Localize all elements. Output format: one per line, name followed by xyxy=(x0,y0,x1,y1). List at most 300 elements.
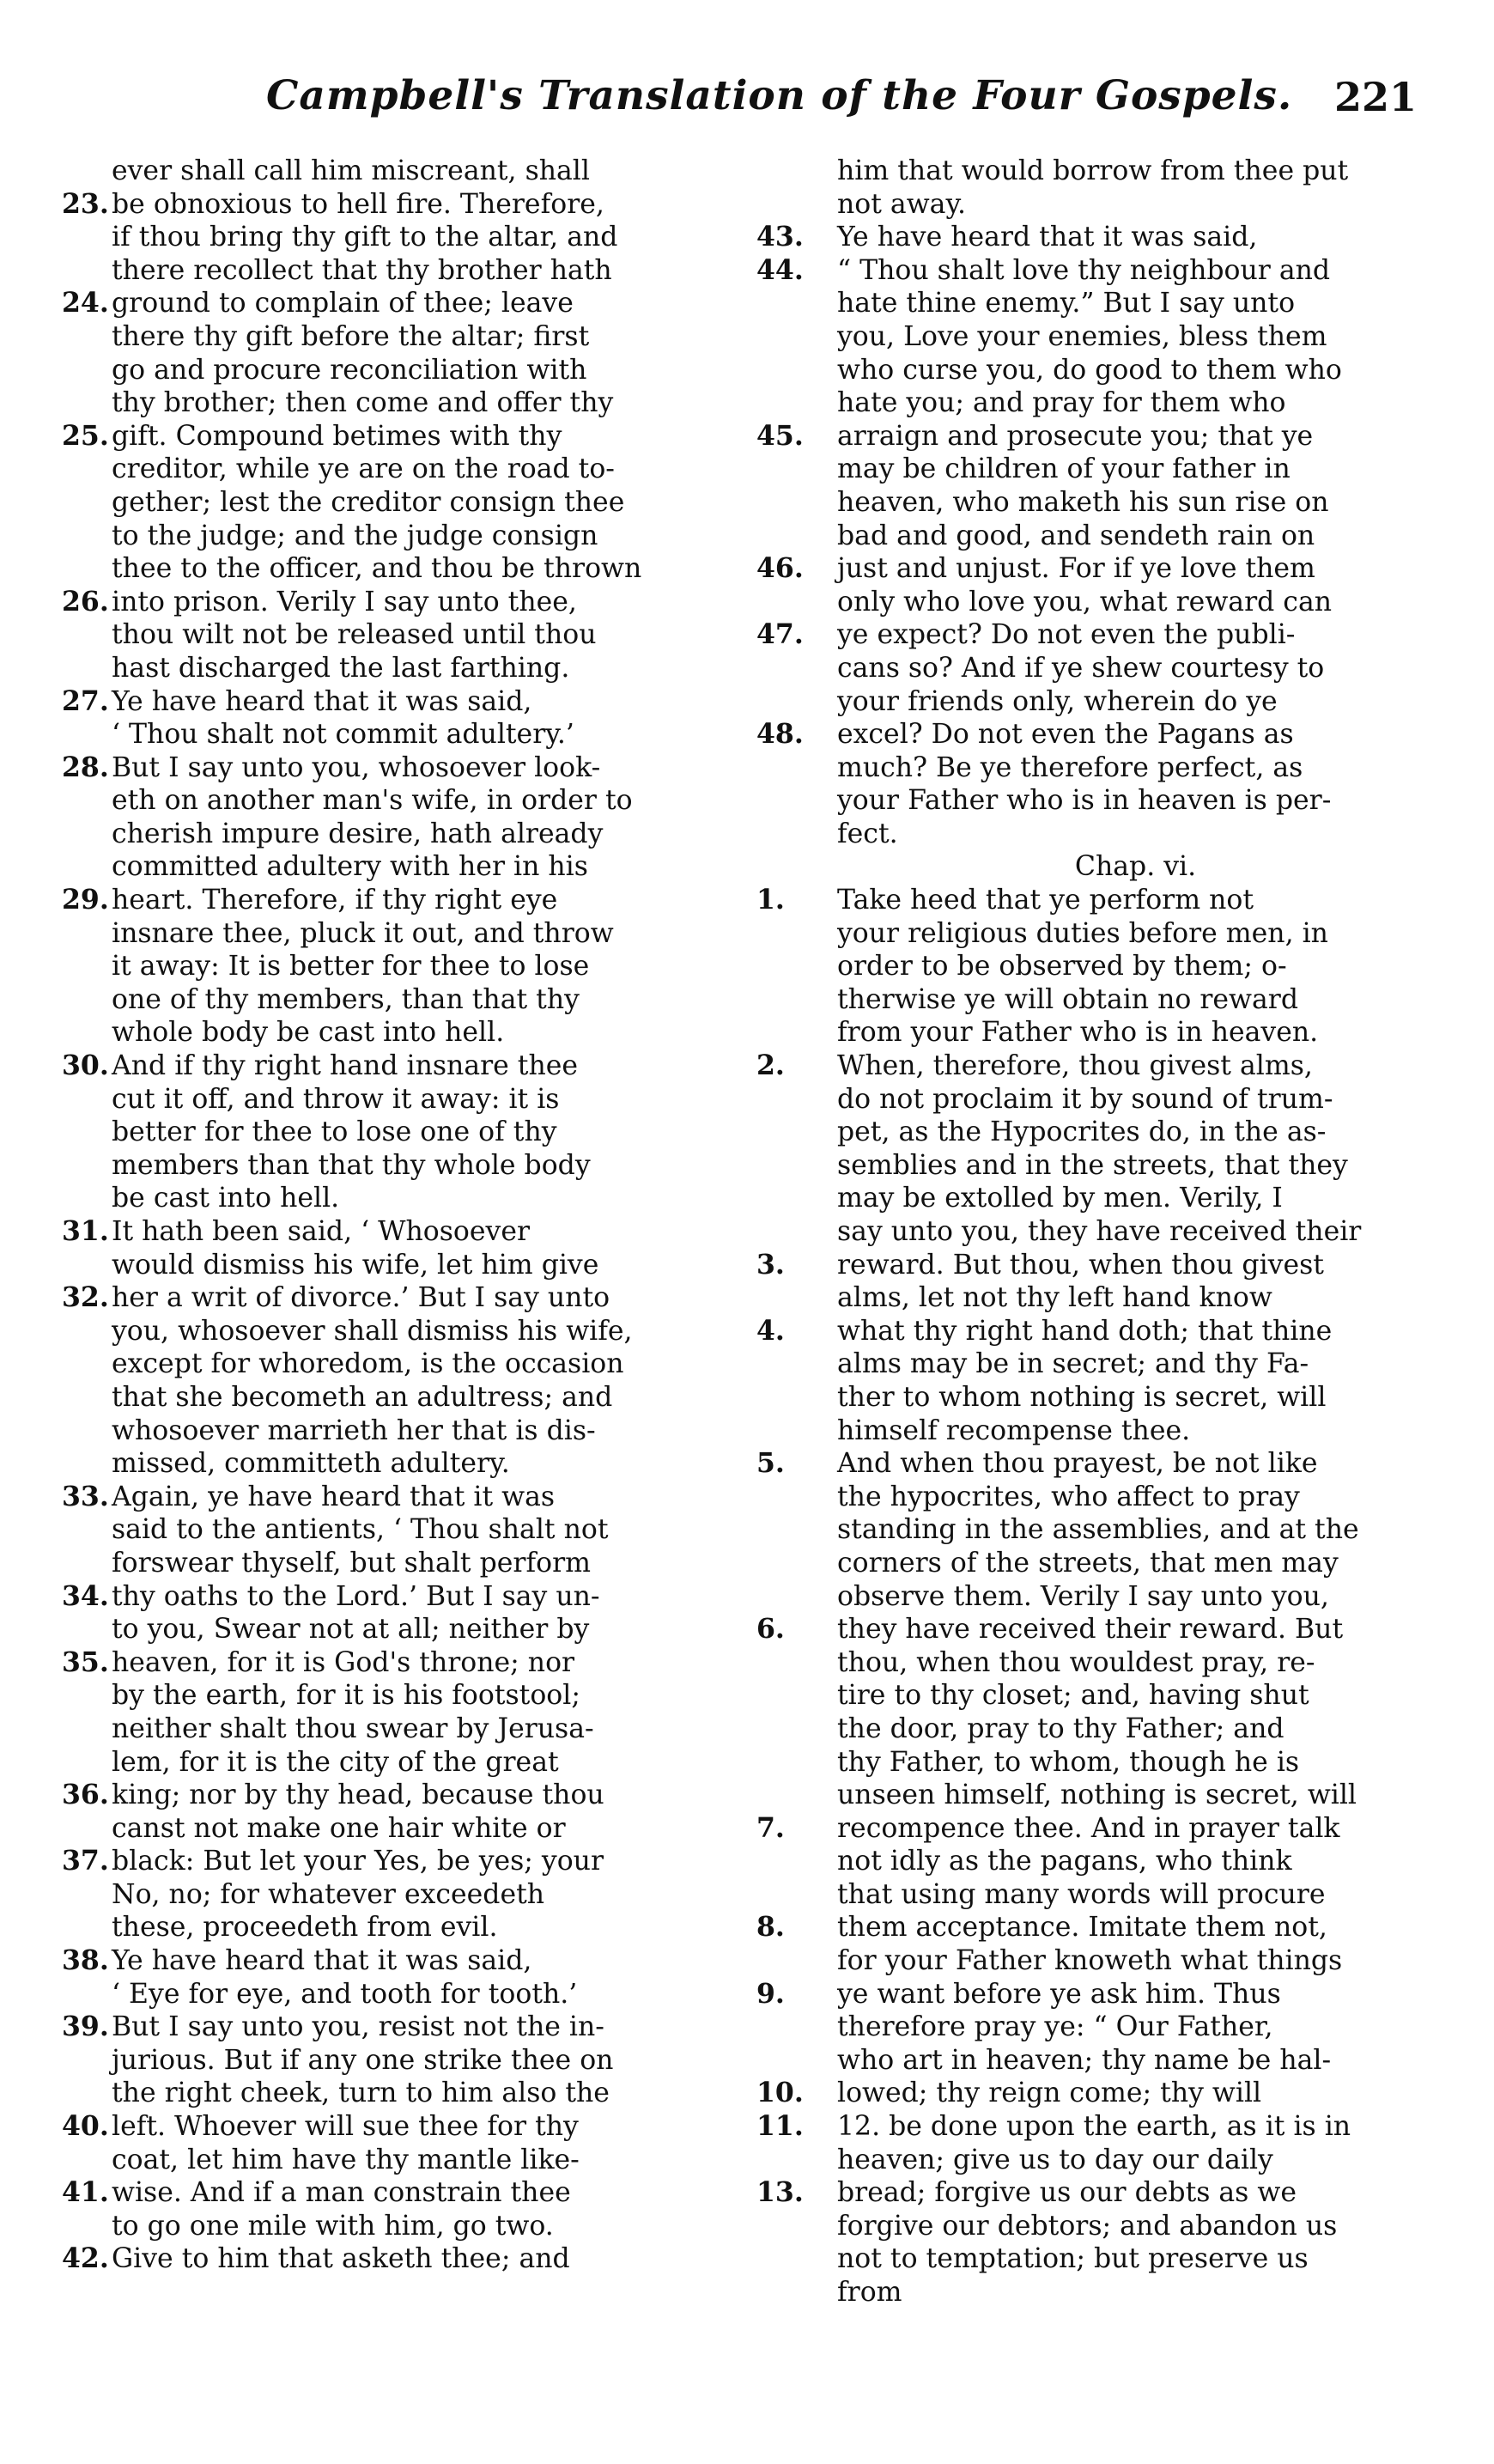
text-line xyxy=(760,2011,1434,2044)
line-text: thou, when thou wouldest pray, re- xyxy=(837,1646,1315,1678)
line-text: that using many words will procure xyxy=(837,1878,1326,1910)
line-text: And if thy right hand insnare thee xyxy=(112,1050,579,1082)
text-line xyxy=(760,155,1434,188)
verse-number: 8. xyxy=(756,1911,785,1944)
text-line xyxy=(112,1746,738,1780)
left-column xyxy=(62,155,738,2276)
line-text: be cast into hell. xyxy=(112,1183,340,1214)
text-line xyxy=(62,2242,738,2276)
text-line xyxy=(760,2276,1434,2309)
verse-number: 29. xyxy=(62,884,109,916)
line-text: the right cheek, turn to him also the xyxy=(112,2078,610,2109)
running-title: Campbell's Translation of the Four Gospels. xyxy=(266,72,1293,119)
line-text: may be children of your father in xyxy=(837,453,1291,485)
line-text: 12. be done upon the earth, as it is in xyxy=(837,2111,1351,2143)
line-text: insnare thee, pluck it out, and throw xyxy=(112,917,614,949)
text-line xyxy=(756,718,1434,751)
verse-number: 28. xyxy=(62,751,109,783)
text-line xyxy=(756,1977,1434,2011)
text-line xyxy=(756,884,1434,917)
text-line xyxy=(760,950,1434,983)
line-text: ground to complain of thee; leave xyxy=(112,288,574,319)
line-text: there recollect that thy brother hath xyxy=(112,254,612,286)
text-line xyxy=(756,2110,1434,2144)
text-line xyxy=(112,784,738,818)
text-line xyxy=(112,1149,738,1183)
verse-number: 23. xyxy=(62,187,109,220)
line-text: heaven; give us to day our daily xyxy=(837,2144,1273,2175)
line-text: just and unjust. For if ye love them xyxy=(837,553,1315,585)
line-text: by the earth, for it is his footstool; xyxy=(112,1680,580,1712)
line-text: cut it off, and throw it away: it is xyxy=(112,1083,560,1115)
verse-number: 40. xyxy=(62,2110,109,2143)
line-text: No, no; for whatever exceedeth xyxy=(112,1878,545,1910)
text-line xyxy=(62,1579,738,1614)
line-text: thy brother; then come and offer thy xyxy=(112,387,614,419)
verse-number: 24. xyxy=(62,287,109,319)
text-line xyxy=(112,2044,738,2078)
line-text: cherish impure desire, hath already xyxy=(112,818,604,849)
text-line xyxy=(112,2210,738,2243)
text-line xyxy=(112,652,738,685)
line-text: alms, let not thy left hand know xyxy=(837,1282,1272,1314)
line-text: hate you; and pray for them who xyxy=(837,387,1286,419)
line-text: your Father who is in heaven is per- xyxy=(837,785,1332,817)
line-text: neither shalt thou swear by Jerusa- xyxy=(112,1713,594,1744)
text-line xyxy=(760,652,1434,685)
verse-number: 47. xyxy=(756,618,804,651)
line-text: himself recompense thee. xyxy=(837,1415,1191,1446)
line-text: order to be observed by them; o- xyxy=(837,951,1287,983)
line-text: fect. xyxy=(837,818,898,849)
line-text: And when thou prayest, be not like xyxy=(837,1448,1318,1480)
line-text: heaven, who maketh his sun rise on xyxy=(837,486,1329,518)
text-line xyxy=(760,586,1434,619)
verse-number: 39. xyxy=(62,2011,109,2043)
text-line xyxy=(760,1149,1434,1183)
text-line xyxy=(760,1944,1434,1978)
verse-number: 25. xyxy=(62,419,109,452)
line-text: from xyxy=(837,2277,902,2308)
line-text: one of thy members, than that thy xyxy=(112,983,580,1015)
text-line xyxy=(760,1679,1434,1713)
line-text: go and procure reconciliation with xyxy=(112,354,587,386)
line-text: Ye have heard that it was said, xyxy=(112,685,532,717)
verse-number: 27. xyxy=(62,684,109,717)
text-line xyxy=(62,585,738,619)
line-text: eth on another man's wife, in order to xyxy=(112,785,633,817)
verse-number: 37. xyxy=(62,1845,109,1877)
line-text: what thy right hand doth; that thine xyxy=(837,1315,1333,1347)
text-line xyxy=(112,917,738,951)
text-line xyxy=(62,684,738,719)
line-text: you, whosoever shall dismiss his wife, xyxy=(112,1315,633,1347)
line-text: may be extolled by men. Verily, I xyxy=(837,1183,1283,1214)
text-line xyxy=(760,354,1434,387)
line-text: not idly as the pagans, who think xyxy=(837,1846,1292,1877)
text-line xyxy=(112,1513,738,1547)
line-text: king; nor by thy head, because thou xyxy=(112,1780,604,1811)
line-text: corners of the streets, that men may xyxy=(837,1547,1339,1579)
verse-number: 38. xyxy=(62,1944,109,1977)
text-line xyxy=(760,1481,1434,1514)
line-text: thee to the officer, and thou be thrown xyxy=(112,553,642,585)
line-text: ‘ Thou shalt not commit adultery.’ xyxy=(112,719,574,751)
verse-number: 11. xyxy=(756,2110,804,2143)
text-line xyxy=(760,486,1434,520)
line-text: creditor, while ye are on the road to- xyxy=(112,453,615,485)
line-text: When, therefore, thou givest alms, xyxy=(837,1050,1313,1082)
line-text: left. Whoever will sue thee for thy xyxy=(112,2111,579,2143)
line-text: the door, pray to thy Father; and xyxy=(837,1713,1284,1744)
line-text: But I say unto you, whosoever look- xyxy=(112,751,601,783)
text-line xyxy=(62,2176,738,2210)
text-line xyxy=(62,419,738,453)
line-text: coat, let him have thy mantle like- xyxy=(112,2144,580,2175)
text-line xyxy=(112,1447,738,1481)
line-text: It hath been said, ‘ Whosoever xyxy=(112,1216,531,1247)
line-text: your religious duties before men, in xyxy=(837,917,1328,949)
text-line xyxy=(112,2144,738,2177)
verse-number: 9. xyxy=(756,1977,785,2010)
text-line xyxy=(760,1547,1434,1580)
text-line xyxy=(112,1613,738,1646)
line-text: them acceptance. Imitate them not, xyxy=(837,1912,1327,1944)
line-text: gether; lest the creditor consign thee xyxy=(112,486,625,518)
line-text: do not proclaim it by sound of trum- xyxy=(837,1083,1333,1115)
text-line xyxy=(112,618,738,652)
verse-number: 30. xyxy=(62,1049,109,1082)
verse-number: 48. xyxy=(756,718,804,751)
text-line xyxy=(760,784,1434,818)
line-text: committed adultery with her in his xyxy=(112,851,588,883)
line-text: therwise ye will obtain no reward xyxy=(837,983,1299,1015)
text-line xyxy=(760,1713,1434,1746)
text-line xyxy=(112,1547,738,1580)
text-line xyxy=(112,1878,738,1912)
verse-number: 34. xyxy=(62,1579,109,1612)
line-text: unseen himself, nothing is secret, will xyxy=(837,1780,1357,1811)
line-text: ‘ Eye for eye, and tooth for tooth.’ xyxy=(112,1978,578,2010)
line-text: except for whoredom, is the occasion xyxy=(112,1348,624,1380)
text-line xyxy=(756,2176,1434,2210)
line-text: lem, for it is the city of the great xyxy=(112,1746,559,1778)
line-text: Take heed that ye perform not xyxy=(837,885,1254,916)
verse-number: 45. xyxy=(756,419,804,452)
verse-number: 33. xyxy=(62,1480,109,1512)
line-text: they have received their reward. But xyxy=(837,1614,1344,1646)
line-text: semblies and in the streets, that they xyxy=(837,1149,1348,1181)
text-line xyxy=(760,818,1434,851)
line-text: observe them. Verily I say unto you, xyxy=(837,1580,1329,1612)
text-line xyxy=(760,320,1434,354)
line-text: therefore pray ye: “ Our Father, xyxy=(837,2011,1273,2043)
line-text: not away. xyxy=(837,188,967,220)
verse-number: 42. xyxy=(62,2242,109,2275)
text-line xyxy=(756,552,1434,586)
text-line xyxy=(112,221,738,254)
line-text: pet, as the Hypocrites do, in the as- xyxy=(837,1116,1327,1148)
line-text: who curse you, do good to them who xyxy=(837,354,1342,386)
page-number: 221 xyxy=(1333,74,1417,120)
text-line xyxy=(756,1248,1434,1282)
line-text: heart. Therefore, if thy right eye xyxy=(112,885,558,916)
line-text: whosoever marrieth her that is dis- xyxy=(112,1415,596,1446)
text-line xyxy=(112,1713,738,1746)
line-text: tire to thy closet; and, having shut xyxy=(837,1680,1309,1712)
text-line xyxy=(112,983,738,1017)
verse-number: 2. xyxy=(756,1049,785,1082)
text-line xyxy=(756,1911,1434,1944)
text-line xyxy=(760,983,1434,1017)
line-text: bread; forgive us our debts as we xyxy=(837,2177,1297,2209)
line-text: wise. And if a man constrain thee xyxy=(112,2177,571,2209)
line-text: reward. But thou, when thou givest xyxy=(837,1249,1324,1281)
line-text: alms may be in secret; and thy Fa- xyxy=(837,1348,1309,1380)
text-line xyxy=(760,2210,1434,2243)
text-line xyxy=(760,1746,1434,1780)
text-line xyxy=(756,618,1434,652)
text-line xyxy=(112,718,738,751)
text-line xyxy=(760,1381,1434,1415)
text-line xyxy=(760,1215,1434,1249)
line-text: into prison. Verily I say unto thee, xyxy=(112,586,577,618)
text-line xyxy=(112,155,738,188)
text-line xyxy=(760,1281,1434,1315)
line-text: from your Father who is in heaven. xyxy=(837,1017,1319,1049)
text-line xyxy=(112,254,738,288)
text-line xyxy=(62,1779,738,1812)
line-text: would dismiss his wife, let him give xyxy=(112,1249,599,1281)
text-line xyxy=(62,1215,738,1249)
line-text: if thou bring thy gift to the altar, and xyxy=(112,222,618,253)
text-line xyxy=(62,187,738,222)
text-line xyxy=(760,2044,1434,2078)
text-line xyxy=(112,354,738,387)
line-text: only who love you, what reward can xyxy=(837,586,1333,618)
line-text: it away: It is better for thee to lose xyxy=(112,951,590,983)
line-text: much? Be ye therefore perfect, as xyxy=(837,751,1303,783)
line-text: you, Love your enemies, bless them xyxy=(837,320,1327,352)
line-text: who art in heaven; thy name be hal- xyxy=(837,2044,1332,2076)
line-text: members than that thy whole body xyxy=(112,1149,591,1181)
line-text: not to temptation; but preserve us xyxy=(837,2243,1309,2275)
verse-number: 31. xyxy=(62,1215,109,1247)
line-text: arraign and prosecute you; that ye xyxy=(837,420,1314,452)
text-line xyxy=(756,221,1434,254)
line-text: thy Father, to whom, though he is xyxy=(837,1746,1300,1778)
line-text: heaven, for it is God's throne; nor xyxy=(112,1646,575,1678)
text-line xyxy=(62,1049,738,1083)
line-text: recompence thee. And in prayer talk xyxy=(837,1812,1340,1844)
line-text: standing in the assemblies, and at the xyxy=(837,1514,1359,1546)
text-line xyxy=(756,1447,1434,1481)
text-line xyxy=(112,453,738,486)
text-line xyxy=(756,419,1434,453)
text-line xyxy=(112,320,738,354)
line-text: lowed; thy reign come; thy will xyxy=(837,2078,1262,2109)
text-line xyxy=(760,1646,1434,1680)
text-line xyxy=(760,188,1434,222)
text-line xyxy=(760,917,1434,951)
line-text: him that would borrow from thee put xyxy=(837,155,1349,186)
text-line xyxy=(760,685,1434,719)
text-line xyxy=(112,1315,738,1348)
verse-number: 13. xyxy=(756,2176,804,2209)
text-line xyxy=(112,1182,738,1215)
text-line xyxy=(112,386,738,420)
line-text: to go one mile with him, go two. xyxy=(112,2210,554,2242)
text-line xyxy=(112,1415,738,1448)
line-text: excel? Do not even the Pagans as xyxy=(837,719,1294,751)
running-header xyxy=(266,72,1417,146)
line-text: to the judge; and the judge consign xyxy=(112,520,598,551)
text-line xyxy=(760,1580,1434,1614)
text-line xyxy=(760,386,1434,420)
line-text: ye want before ye ask him. Thus xyxy=(837,1978,1281,2010)
line-text: her a writ of divorce.’ But I say unto xyxy=(112,1282,610,1314)
text-line xyxy=(62,1845,738,1878)
line-text: Ye have heard that it was said, xyxy=(837,222,1258,253)
text-line xyxy=(112,1348,738,1381)
text-line xyxy=(760,1878,1434,1912)
line-text: ever shall call him miscreant, shall xyxy=(112,155,590,186)
text-line xyxy=(112,552,738,586)
verse-number: 6. xyxy=(756,1613,785,1646)
text-line xyxy=(760,1016,1434,1049)
text-line xyxy=(62,1281,738,1315)
line-text: better for thee to lose one of thy xyxy=(112,1116,557,1148)
line-text: jurious. But if any one strike thee on xyxy=(112,2044,614,2076)
verse-number: 3. xyxy=(756,1248,785,1281)
text-line xyxy=(112,1016,738,1049)
line-text: Ye have heard that it was said, xyxy=(112,1945,532,1977)
text-line xyxy=(112,486,738,520)
text-line xyxy=(756,1049,1434,1083)
line-text: say unto you, they have received their xyxy=(837,1216,1362,1247)
line-text: hate thine enemy.” But I say unto xyxy=(837,288,1296,319)
verse-number: 35. xyxy=(62,1646,109,1678)
line-text: missed, committeth adultery. xyxy=(112,1448,510,1480)
line-text: black: But let your Yes, be yes; your xyxy=(112,1846,604,1877)
text-line xyxy=(760,850,1434,884)
line-text: gift. Compound betimes with thy xyxy=(112,420,562,452)
verse-number: 32. xyxy=(62,1281,109,1314)
text-line xyxy=(112,1083,738,1116)
text-line xyxy=(760,1845,1434,1878)
verse-number: 43. xyxy=(756,221,804,253)
text-line xyxy=(112,818,738,851)
verse-number: 1. xyxy=(756,884,785,916)
text-line xyxy=(62,2110,738,2144)
line-text: ye expect? Do not even the publi- xyxy=(837,619,1296,651)
verse-number: 26. xyxy=(62,585,109,618)
line-text: cans so? And if ye shew courtesy to xyxy=(837,652,1325,684)
text-line xyxy=(760,1182,1434,1215)
text-line xyxy=(756,1314,1434,1348)
text-line xyxy=(62,1646,738,1680)
text-line xyxy=(760,2242,1434,2276)
line-text: forgive our debtors; and abandon us xyxy=(837,2210,1338,2242)
line-text: your friends only, wherein do ye xyxy=(837,685,1278,717)
line-text: canst not make one hair white or xyxy=(112,1812,566,1844)
right-column xyxy=(756,155,1434,2309)
text-line xyxy=(760,1779,1434,1812)
chapter-heading: Chap. vi. xyxy=(1074,851,1197,883)
verse-number: 44. xyxy=(756,253,804,286)
text-line xyxy=(760,520,1434,553)
line-text: for your Father knoweth what things xyxy=(837,1945,1343,1977)
line-text: that she becometh an adultress; and xyxy=(112,1381,613,1413)
text-line xyxy=(756,1613,1434,1646)
verse-number: 5. xyxy=(756,1447,785,1480)
text-line xyxy=(112,2077,738,2110)
line-text: these, proceedeth from evil. xyxy=(112,1912,498,1944)
line-text: thy oaths to the Lord.’ But I say un- xyxy=(112,1580,600,1612)
text-line xyxy=(62,2011,738,2044)
line-text: bad and good, and sendeth rain on xyxy=(837,520,1315,551)
text-line xyxy=(760,751,1434,785)
text-line xyxy=(112,1679,738,1713)
text-line xyxy=(62,751,738,785)
text-line xyxy=(62,1944,738,1978)
line-text: be obnoxious to hell fire. Therefore, xyxy=(112,188,604,220)
text-line xyxy=(112,1812,738,1846)
text-line xyxy=(62,1480,738,1514)
text-line xyxy=(112,1116,738,1149)
line-text: thou wilt not be released until thou xyxy=(112,619,597,651)
text-line xyxy=(112,950,738,983)
text-line xyxy=(760,1348,1434,1381)
text-line xyxy=(112,1911,738,1944)
line-text: Again, ye have heard that it was xyxy=(112,1481,556,1512)
text-line xyxy=(760,287,1434,320)
text-line xyxy=(760,1083,1434,1116)
text-line xyxy=(112,1978,738,2011)
verse-number: 46. xyxy=(756,552,804,585)
text-line xyxy=(760,1116,1434,1149)
verse-number: 10. xyxy=(756,2077,804,2109)
verse-number: 41. xyxy=(62,2176,109,2209)
text-line xyxy=(62,287,738,320)
line-text: ther to whom nothing is secret, will xyxy=(837,1381,1327,1413)
text-line xyxy=(62,884,738,917)
line-text: “ Thou shalt love thy neighbour and xyxy=(837,254,1331,286)
line-text: said to the antients, ‘ Thou shalt not xyxy=(112,1514,609,1546)
text-line xyxy=(760,453,1434,486)
verse-number: 4. xyxy=(756,1314,785,1347)
text-line xyxy=(760,1415,1434,1448)
line-text: But I say unto you, resist not the in- xyxy=(112,2011,604,2043)
text-line xyxy=(760,1513,1434,1547)
text-line xyxy=(756,2077,1434,2110)
text-line xyxy=(112,850,738,884)
verse-number: 7. xyxy=(756,1811,785,1844)
line-text: to you, Swear not at all; neither by xyxy=(112,1614,590,1646)
line-text: the hypocrites, who affect to pray xyxy=(837,1481,1300,1512)
text-line xyxy=(112,520,738,553)
line-text: Give to him that asketh thee; and xyxy=(112,2243,570,2275)
line-text: there thy gift before the altar; first xyxy=(112,320,590,352)
text-line xyxy=(760,2144,1434,2177)
line-text: forswear thyself, but shalt perform xyxy=(112,1547,592,1579)
text-line xyxy=(112,1381,738,1415)
line-text: hast discharged the last farthing. xyxy=(112,652,570,684)
text-line xyxy=(112,1249,738,1282)
text-line xyxy=(756,253,1434,288)
verse-number: 36. xyxy=(62,1779,109,1811)
text-line xyxy=(756,1811,1434,1846)
